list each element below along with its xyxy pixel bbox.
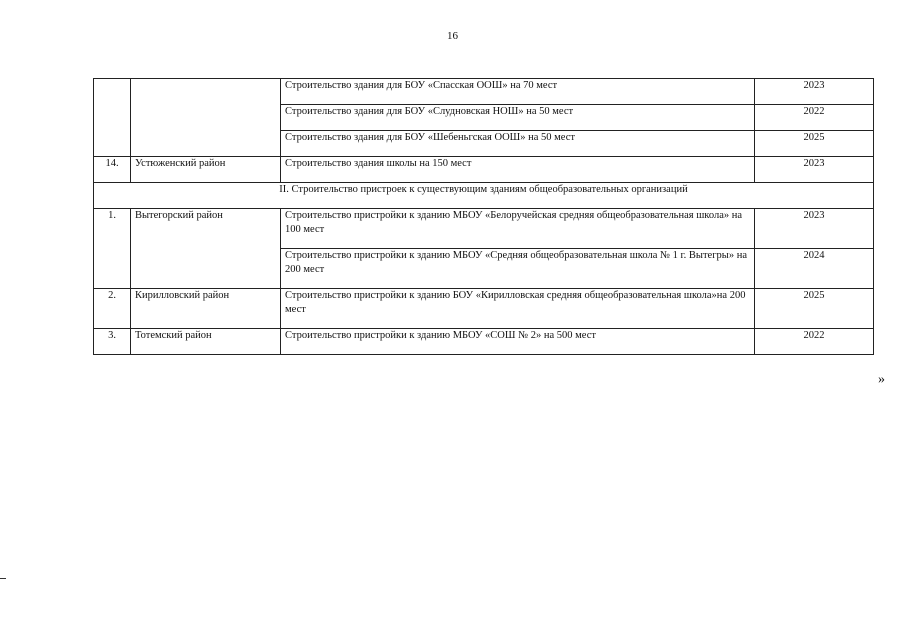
year-cell: 2025 <box>755 131 874 157</box>
work-cell: Строительство пристройки к зданию МБОУ «Средняя общеобразовательная школа № 1 г. Вытегры» на 200 мест <box>281 249 755 289</box>
district-cell: Вытегорский район <box>131 209 281 289</box>
district-cell: Устюженский район <box>131 157 281 183</box>
year-cell: 2022 <box>755 105 874 131</box>
table-row <box>94 157 874 183</box>
table-row <box>94 329 874 355</box>
work-cell: Строительство здания для БОУ «Шебеньгская ООШ» на 50 мест <box>281 131 755 157</box>
district-cell: Тотемский район <box>131 329 281 355</box>
year-cell: 2024 <box>755 249 874 289</box>
section-heading-row <box>94 183 874 209</box>
work-cell: Строительство здания для БОУ «Слудновская НОШ» на 50 мест <box>281 105 755 131</box>
section-heading: II. Строительство пристроек к существующим зданиям общеобразовательных организаций <box>94 183 874 209</box>
work-cell: Строительство пристройки к зданию МБОУ «СОШ № 2» на 500 мест <box>281 329 755 355</box>
work-cell: Строительство здания для БОУ «Спасская ООШ» на 70 мест <box>281 79 755 105</box>
construction-plan-table <box>93 78 874 355</box>
closing-quote-mark: » <box>878 372 885 387</box>
row-number-cell: 3. <box>94 329 131 355</box>
row-number-cell: 1. <box>94 209 131 289</box>
work-cell: Строительство здания школы на 150 мест <box>281 157 755 183</box>
year-cell: 2022 <box>755 329 874 355</box>
year-cell: 2023 <box>755 157 874 183</box>
district-cell: Кирилловский район <box>131 289 281 329</box>
page-number: 16 <box>447 30 458 42</box>
work-cell: Строительство пристройки к зданию МБОУ «Белоручейская средняя общеобразовательная школа» на 100 мест <box>281 209 755 249</box>
year-cell: 2023 <box>755 79 874 105</box>
table-row <box>94 209 874 249</box>
margin-mark <box>0 578 6 579</box>
table-row <box>94 79 874 105</box>
district-cell <box>131 79 281 157</box>
row-number-cell: 14. <box>94 157 131 183</box>
year-cell: 2023 <box>755 209 874 249</box>
row-number-cell <box>94 79 131 157</box>
row-number-cell: 2. <box>94 289 131 329</box>
year-cell: 2025 <box>755 289 874 329</box>
work-cell: Строительство пристройки к зданию БОУ «Кирилловская средняя общеобразовательная школа»на 200 мест <box>281 289 755 329</box>
table-row <box>94 289 874 329</box>
